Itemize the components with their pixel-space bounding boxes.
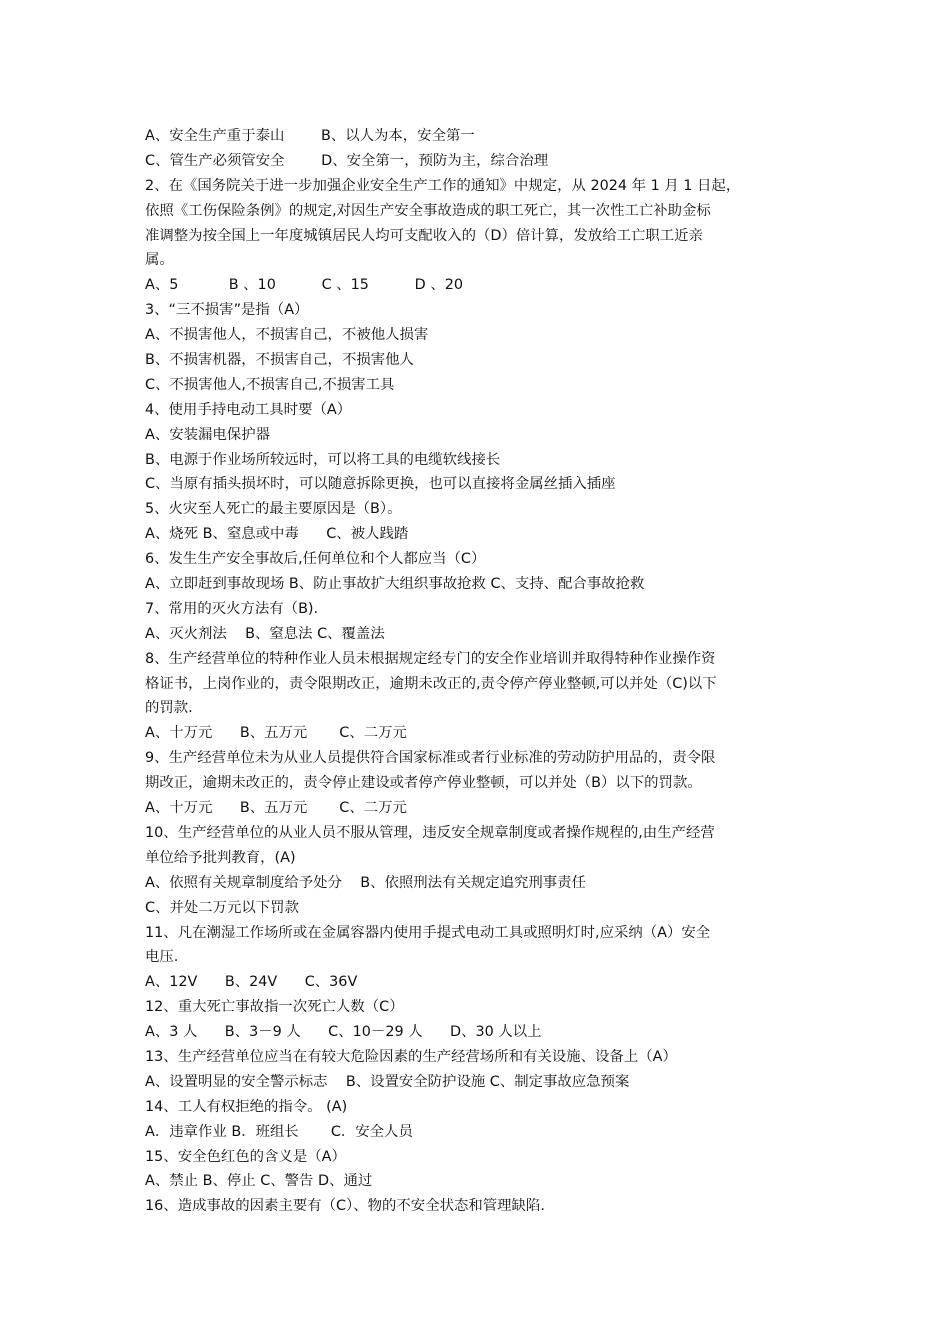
options-line: A．违章作业 B．班组长 C．安全人员	[145, 1123, 413, 1140]
options-line: A、12V B、24V C、36V	[145, 974, 358, 991]
question-line: 格证书，上岗作业的，责令限期改正，逾期未改正的,责令停产停业整顿,可以并处（C)以下	[145, 675, 717, 692]
options-line: A、依照有关规章制度给予处分 B、依照刑法有关规定追究刑事责任	[145, 874, 586, 891]
document-body	[145, 124, 810, 1219]
question-line: 15、安全色红色的含义是（A）	[145, 1148, 346, 1165]
options-line: B、电源于作业场所较远时，可以将工具的电缆软线接长	[145, 451, 501, 468]
question-line: 12、重大死亡事故指一次死亡人数（C）	[145, 999, 404, 1016]
options-line: C、当原有插头损坏时，可以随意拆除更换，也可以直接将金属丝插入插座	[145, 476, 616, 493]
question-line: 9、生产经营单位未为从业人员提供符合国家标准或者行业标准的劳动防护用品的，责令限	[145, 750, 716, 767]
question-line: 8、生产经营单位的特种作业人员未根据规定经专门的安全作业培训并取得特种作业操作资	[145, 650, 716, 667]
question-line: 电压.	[145, 949, 179, 966]
question-line: 准调整为按全国上一年度城镇居民人均可支配收入的（D）倍计算，发放给工亡职工近亲	[145, 227, 703, 244]
question-line: 2、在《国务院关于进一步加强企业安全生产工作的通知》中规定，从 2024 年 1 月 1 日起，	[145, 177, 741, 194]
question-line: 3、“三不损害”是指（A）	[145, 302, 309, 319]
options-line: A、立即赶到事故现场 B、防止事故扩大组织事故抢救 C、支持、配合事故抢救	[145, 576, 645, 593]
options-line: A、不损害他人，不损害自己，不被他人损害	[145, 327, 429, 344]
question-line: 13、生产经营单位应当在有较大危险因素的生产经营场所和有关设施、设备上（A）	[145, 1048, 677, 1065]
options-line: B、不损害机器，不损害自己，不损害他人	[145, 352, 414, 369]
options-line: A、禁止 B、停止 C、警告 D、通过	[145, 1173, 373, 1190]
options-line: A、灭火剂法 B、窒息法 C、覆盖法	[145, 625, 385, 642]
options-line: A、十万元 B、五万元 C、二万元	[145, 800, 407, 817]
question-line: 10、生产经营单位的从业人员不服从管理，违反安全规章制度或者操作规程的,由生产经营	[145, 824, 715, 841]
question-line: 11、凡在潮湿工作场所或在金属容器内使用手提式电动工具或照明灯时,应采纳（A）安全	[145, 924, 711, 941]
options-line: A、设置明显的安全警示标志 B、设置安全防护设施 C、制定事故应急预案	[145, 1073, 630, 1090]
options-line: A、十万元 B、五万元 C、二万元	[145, 725, 407, 742]
options-line: A、烧死 B、窒息或中毒 C、被人践踏	[145, 526, 409, 543]
text-line: C、管生产必须管安全 D、安全第一，预防为主，综合治理	[145, 152, 549, 169]
options-line: A、5 B 、10 C 、15 D 、20	[145, 277, 464, 294]
text-line: A、安全生产重于泰山 B、以人为本，安全第一	[145, 128, 475, 144]
options-line: A、3 人 B、3－9 人 C、10－29 人 D、30 人以上	[145, 1024, 542, 1041]
question-line: 依照《工伤保险条例》的规定,对因生产安全事故造成的职工死亡，其一次性工亡补助金标	[145, 202, 711, 219]
question-line: 属。	[145, 252, 174, 269]
options-line: C、并处二万元以下罚款	[145, 899, 299, 916]
question-line: 的罚款.	[145, 700, 193, 717]
options-line: C、不损害他人,不损害自己,不损害工具	[145, 376, 395, 393]
options-line: A、安装漏电保护器	[145, 426, 270, 443]
question-line: 期改正，逾期未改正的，责令停止建设或者停产停业整顿，可以并处（B）以下的罚款。	[145, 775, 702, 792]
question-line: 6、发生生产安全事故后,任何单位和个人都应当（C）	[145, 551, 486, 568]
question-line: 14、工人有权拒绝的指令。 (A)	[145, 1098, 348, 1115]
question-line: 单位给予批判教育，(A)	[145, 849, 296, 866]
question-line: 16、造成事故的因素主要有（C）、物的不安全状态和管理缺陷.	[145, 1198, 545, 1215]
question-line: 4、使用手持电动工具时要（A）	[145, 401, 352, 418]
question-line: 5、火灾至人死亡的最主要原因是（B）。	[145, 501, 402, 518]
question-line: 7、常用的灭火方法有（B).	[145, 600, 319, 617]
